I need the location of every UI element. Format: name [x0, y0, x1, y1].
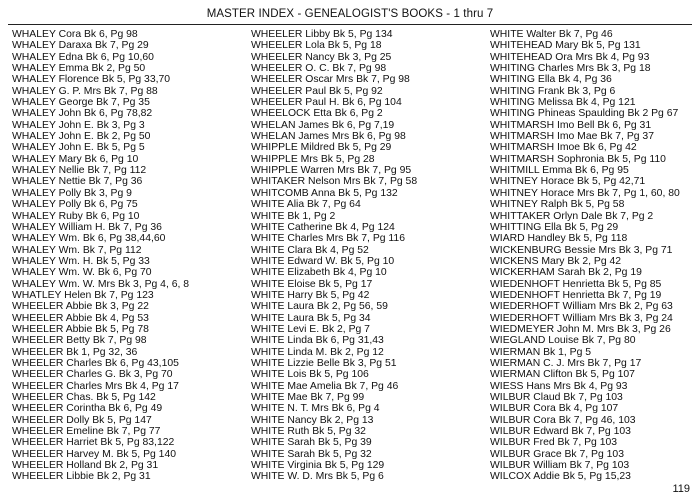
index-entry: WHITE Laura Bk 5, Pg 34	[251, 312, 371, 324]
index-entry: WIEDMEYER John M. Mrs Bk 3, Pg 26	[490, 323, 671, 335]
index-entry: WHITING Phineas Spaulding Bk 2 Pg 67	[490, 108, 679, 120]
index-entry: WICKERHAM Sarah Bk 2, Pg 19	[490, 267, 642, 279]
index-entry: WIESS Hans Mrs Bk 4, Pg 93	[490, 380, 628, 392]
index-entry: WILBUR Cora Bk 4, Pg 107	[490, 403, 619, 415]
index-entry: WHITE Alia Bk 7, Pg 64	[251, 199, 361, 211]
index-entry: WICKENBURG Bessie Mrs Bk 3, Pg 71	[490, 244, 673, 256]
index-entry: WHALEY Florence Bk 5, Pg 33,70	[12, 74, 171, 86]
index-entry: WHITE Laura Bk 2, Pg 56, 59	[251, 301, 388, 313]
index-entry: WIEDERHOFT William Mrs Bk 2, Pg 63	[490, 301, 673, 313]
index-entry: WHITNEY Ralph Bk 5, Pg 58	[490, 199, 625, 211]
index-entry: WHIPPLE Warren Mrs Bk 7, Pg 95	[251, 165, 412, 177]
page-title: MASTER INDEX - GENEALOGIST'S BOOKS - 1 thru 7	[206, 8, 494, 20]
header-rule	[8, 24, 692, 25]
index-entry: WHITE Sarah Bk 5, Pg 32	[251, 448, 372, 460]
index-entry: WHALEY Nettie Bk 7, Pg 36	[12, 176, 143, 188]
index-entry: WHITTING Ella Bk 5, Pg 29	[490, 221, 619, 233]
index-entry: WHEELER Oscar Mrs Bk 7, Pg 98	[251, 74, 410, 86]
index-entry: WHEELOCK Etta Bk 6, Pg 2	[251, 108, 383, 120]
index-entry: WHEELER Libby Bk 5, Pg 134	[251, 29, 393, 40]
index-entry: WHITING Melissa Bk 4, Pg 121	[490, 97, 636, 109]
index-entry: WHEELER Bk 1, Pg 32, 36	[12, 346, 138, 358]
index-entry: WICKENS Mary Bk 2, Pg 42	[490, 255, 622, 267]
index-entry: WHALEY John Bk 6, Pg 78,82	[12, 108, 153, 120]
index-column-2	[251, 29, 483, 483]
index-entry: WILCOX Addie Bk 5, Pg 15,23	[490, 471, 631, 483]
index-entry: WHITE Ruth Bk 5, Pg 32	[251, 426, 366, 438]
index-entry: WHITE Elizabeth Bk 4, Pg 10	[251, 267, 387, 279]
index-entry: WHEELER Libbie Bk 2, Pg 31	[12, 471, 151, 483]
index-entry: WHALEY Polly Bk 6, Pg 75	[12, 199, 138, 211]
index-entry: WHITE Lizzie Belle Bk 3, Pg 51	[251, 357, 397, 369]
index-entry: WHITE Clara Bk 4, Pg 52	[251, 244, 369, 256]
index-entry: WHALEY Wm. W. Mrs Bk 3, Pg 4, 6, 8	[12, 278, 190, 290]
index-entry: WHEELER Dolly Bk 5, Pg 147	[12, 414, 152, 426]
index-entry: WHEELER Paul Bk 5, Pg 92	[251, 85, 383, 97]
index-entry: WHALEY Wm. Bk 6, Pg 38,44,60	[12, 233, 166, 245]
index-entry: WHEELER Charles G. Bk 3, Pg 70	[12, 369, 173, 381]
index-entry: WHITCOMB Anna Bk 5, Pg 132	[251, 187, 398, 199]
index-entry: WHALEY Wm. Bk 7, Pg 112	[12, 244, 142, 256]
index-entry: WHITE Linda Bk 6, Pg 31,43	[251, 335, 384, 347]
index-entry: WIERMAN C. J. Mrs Bk 7, Pg 17	[490, 357, 642, 369]
index-entry: WHITMILL Emma Bk 6, Pg 95	[490, 165, 629, 177]
index-entry: WHITE Linda M. Bk 2, Pg 12	[251, 346, 384, 358]
index-entry: WHALEY G. P. Mrs Bk 7, Pg 88	[12, 85, 158, 97]
index-entry: WHEELER Chas. Bk 5, Pg 142	[12, 392, 156, 403]
index-entry: WHITING Ella Bk 4, Pg 36	[490, 74, 612, 86]
index-entry: WILBUR William Bk 7, Pg 103	[490, 460, 630, 472]
index-entry: WHIPPLE Mrs Bk 5, Pg 28	[251, 153, 375, 165]
index-entry: WHEELER O. C. Bk 7, Pg 98	[251, 63, 387, 75]
index-entry: WHITING Charles Mrs Bk 3, Pg 18	[490, 63, 651, 75]
index-entry: WHALEY Emma Bk 2, Pg 50	[12, 63, 146, 75]
index-entry: WHEELER Abbie Bk 4, Pg 53	[12, 312, 149, 324]
index-entry: WHITE Virginia Bk 5, Pg 129	[251, 460, 385, 472]
index-entry: WIERMAN Bk 1, Pg 5	[490, 346, 592, 358]
index-entry: WHALEY Polly Bk 3, Pg 9	[12, 187, 132, 199]
index-entry: WHITEHEAD Mary Bk 5, Pg 131	[490, 40, 641, 52]
index-entry: WHITE W. D. Mrs Bk 5, Pg 6	[251, 471, 384, 483]
index-entry: WHALEY John E. Bk 5, Pg 5	[12, 142, 145, 154]
index-entry: WHITING Frank Bk 3, Pg 6	[490, 85, 616, 97]
index-entry: WHALEY Daraxa Bk 7, Pg 29	[12, 40, 149, 52]
index-entry: WIEGLAND Louise Bk 7, Pg 80	[490, 335, 636, 347]
index-entry: WHIPPLE Mildred Bk 5, Pg 29	[251, 142, 392, 154]
index-entry: WHITE Levi E. Bk 2, Pg 7	[251, 323, 370, 335]
index-entry: WIEDENHOFT Henrietta Bk 5, Pg 85	[490, 278, 662, 290]
index-column-3	[490, 29, 696, 483]
index-entry: WHEELER Lola Bk 5, Pg 18	[251, 40, 382, 52]
index-entry: WHALEY Mary Bk 6, Pg 10	[12, 153, 139, 165]
index-entry: WHITE Eloise Bk 5, Pg 17	[251, 278, 373, 290]
index-entry: WHITMARSH Imo Bell Bk 6, Pg 31	[490, 119, 652, 131]
index-entry: WHEELER Charles Bk 6, Pg 43,105	[12, 357, 179, 369]
index-entry: WHITNEY Horace Mrs Bk 7, Pg 1, 60, 80	[490, 187, 680, 199]
index-entry: WHEELER Harvey M. Bk 5, Pg 140	[12, 448, 176, 460]
index-entry: WHALEY John E. Bk 3, Pg 3	[12, 119, 145, 131]
index-entry: WHITE Nancy Bk 2, Pg 13	[251, 414, 374, 426]
index-entry: WHITE Walter Bk 7, Pg 46	[490, 29, 613, 40]
index-entry: WILBUR Cora Bk 7, Pg 46, 103	[490, 414, 636, 426]
index-entry: WIEDERHOFT William Mrs Bk 3, Pg 24	[490, 312, 673, 324]
index-entry: WHALEY Edna Bk 6, Pg 10,60	[12, 51, 154, 63]
index-entry: WHALEY Wm. W. Bk 6, Pg 70	[12, 267, 152, 279]
index-entry: WIARD Handley Bk 5, Pg 118	[490, 233, 628, 245]
index-entry: WHEELER Paul H. Bk 6, Pg 104	[251, 97, 402, 109]
index-entry: WHALEY Wm. H. Bk 5, Pg 33	[12, 255, 150, 267]
index-entry: WHELAN James Mrs Bk 6, Pg 98	[251, 131, 406, 143]
index-entry: WHALEY Ruby Bk 6, Pg 10	[12, 210, 140, 222]
index-entry: WHALEY Cora Bk 6, Pg 98	[12, 29, 138, 40]
index-entry: WHITE Sarah Bk 5, Pg 39	[251, 437, 372, 449]
index-entry: WHEELER Betty Bk 7, Pg 98	[12, 335, 147, 347]
index-entry: WILBUR Grace Bk 7, Pg 103	[490, 448, 624, 460]
index-entry: WHITAKER Nelson Mrs Bk 7, Pg 58	[251, 176, 418, 188]
index-entry: WHITE Mae Bk 7, Pg 99	[251, 392, 365, 403]
index-entry: WHITNEY Horace Bk 5, Pg 42,71	[490, 176, 646, 188]
index-entry: WILBUR Fred Bk 7, Pg 103	[490, 437, 618, 449]
index-entry: WHALEY John E. Bk 2, Pg 50	[12, 131, 151, 143]
index-entry: WHALEY Nellie Bk 7, Pg 112	[12, 165, 147, 177]
index-entry: WHATLEY Helen Bk 7, Pg 123	[12, 289, 154, 301]
index-entry: WHEELER Corintha Bk 6, Pg 49	[12, 403, 163, 415]
index-entry: WILBUR Claud Bk 7, Pg 103	[490, 392, 623, 403]
index-entry: WILBUR Edward Bk 7, Pg 103	[490, 426, 631, 438]
index-entry: WHEELER Nancy Bk 3, Pg 25	[251, 51, 392, 63]
index-entry: WHITE N. T. Mrs Bk 6, Pg 4	[251, 403, 380, 415]
index-entry: WHITMARSH Sophronia Bk 5, Pg 110	[490, 153, 666, 165]
index-entry: WHEELER Emeline Bk 7, Pg 77	[12, 426, 161, 438]
index-entry: WHITEHEAD Ora Mrs Bk 4, Pg 93	[490, 51, 650, 63]
index-entry: WHEELER Abbie Bk 3, Pg 22	[12, 301, 149, 313]
index-entry: WHITE Harry Bk 5, Pg 42	[251, 289, 370, 301]
index-entry: WHITE Charles Mrs Bk 7, Pg 116	[251, 233, 405, 245]
index-entry: WHITE Mae Amelia Bk 7, Pg 46	[251, 380, 399, 392]
index-entry: WHITTAKER Orlyn Dale Bk 7, Pg 2	[490, 210, 654, 222]
index-entry: WHELAN James Bk 6, Pg 7,19	[251, 119, 395, 131]
page-number: 119	[672, 483, 690, 495]
index-entry: WHITE Bk 1, Pg 2	[251, 210, 336, 222]
index-entry: WHEELER Charles Mrs Bk 4, Pg 17	[12, 380, 179, 392]
index-entry: WHITE Edward W. Bk 5, Pg 10	[251, 255, 395, 267]
index-entry: WHITMARSH Imo Mae Bk 7, Pg 37	[490, 131, 654, 143]
index-column-1	[12, 29, 244, 483]
index-entry: WHITE Lois Bk 5, Pg 106	[251, 369, 369, 381]
index-entry: WHITE Catherine Bk 4, Pg 124	[251, 221, 395, 233]
index-entry: WIEDENHOFT Henrietta Bk 7, Pg 19	[490, 289, 662, 301]
index-entry: WHALEY William H. Bk 7, Pg 36	[12, 221, 162, 233]
index-entry: WHALEY George Bk 7, Pg 35	[12, 97, 150, 109]
index-entry: WHEELER Harriet Bk 5, Pg 83,122	[12, 437, 175, 449]
index-entry: WIERMAN Clifton Bk 5, Pg 107	[490, 369, 635, 381]
index-entry: WHEELER Holland Bk 2, Pg 31	[12, 460, 159, 472]
index-entry: WHITMARSH Imoe Bk 6, Pg 42	[490, 142, 637, 154]
index-entry: WHEELER Abbie Bk 5, Pg 78	[12, 323, 149, 335]
